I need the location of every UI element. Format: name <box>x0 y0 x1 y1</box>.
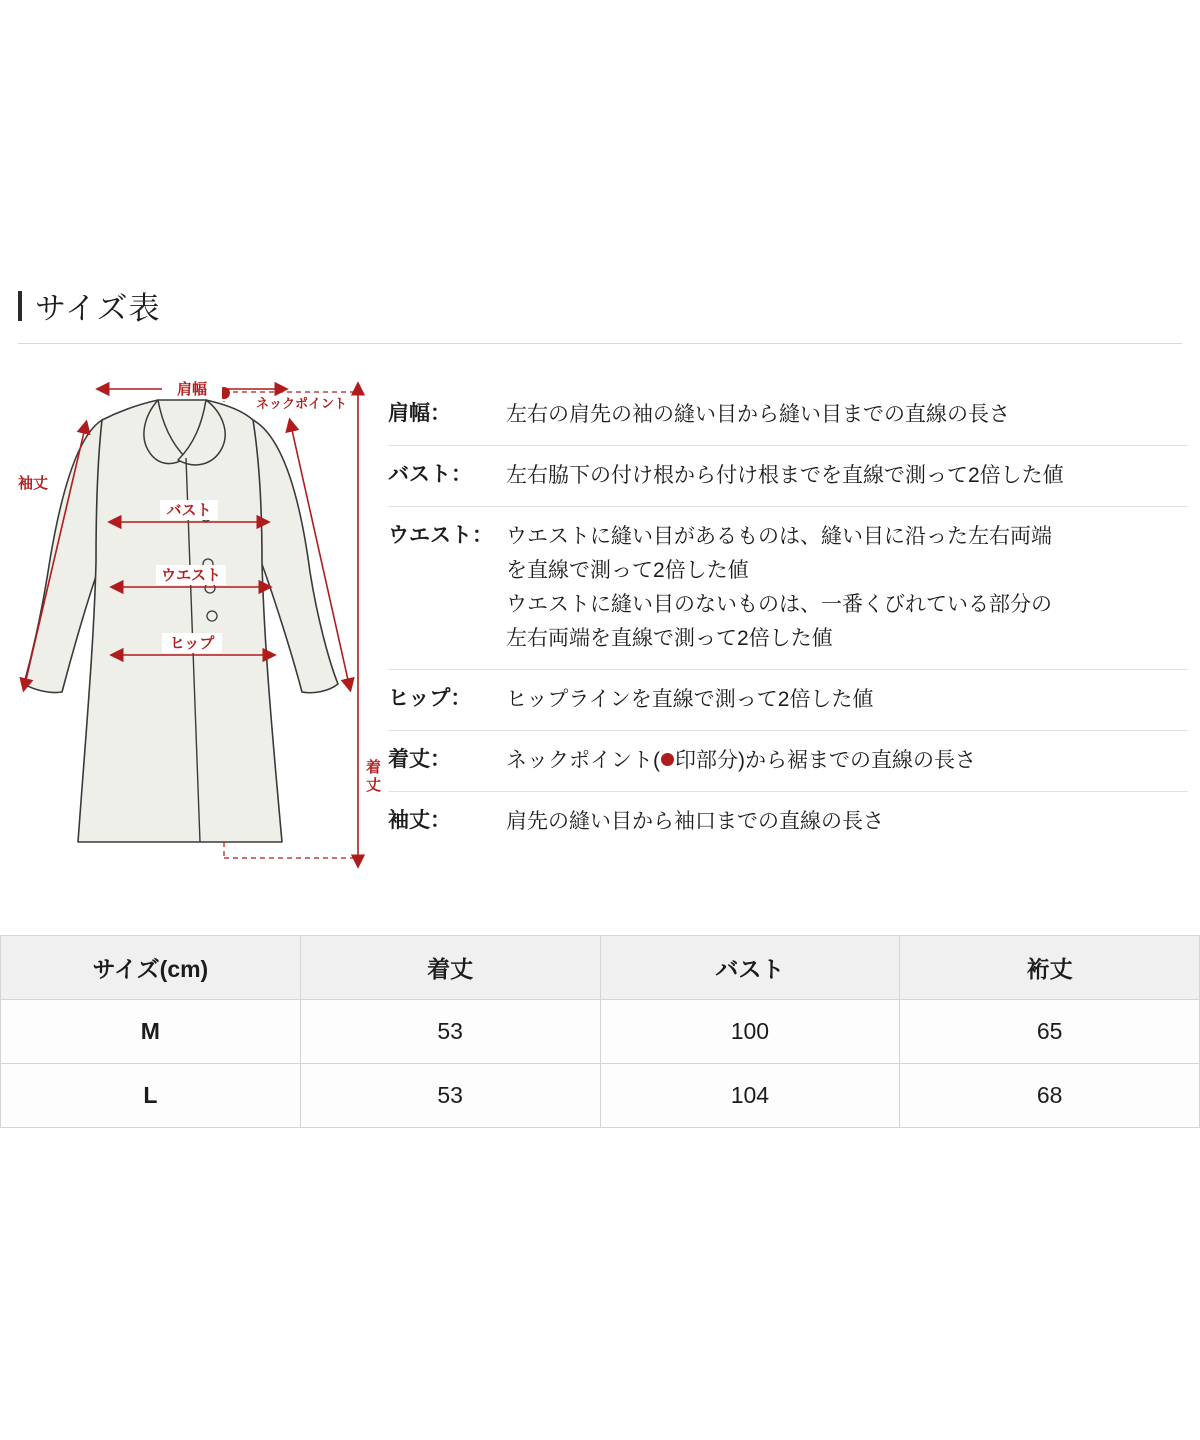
table-cell-bust: 104 <box>600 1064 900 1128</box>
table-cell-length: 53 <box>300 1000 600 1064</box>
table-header-cell: バスト <box>600 936 900 1000</box>
definition-line <box>506 744 1188 778</box>
table-cell-length: 53 <box>300 1064 600 1128</box>
label-sleeve: 袖丈 <box>18 475 49 492</box>
definition-line: 左右両端を直線で測って2倍した値 <box>506 627 833 651</box>
page-title-block <box>18 283 1182 328</box>
neck-point-dot-icon <box>661 753 674 766</box>
definition-description <box>506 459 1188 493</box>
definition-description <box>506 683 1188 717</box>
definition-term: 袖丈： <box>388 809 451 833</box>
definition-text-suffix: 印部分)から裾までの直線の長さ <box>675 749 976 773</box>
definition-line: ウエストに縫い目のないものは、一番くびれている部分の <box>506 593 1052 617</box>
definition-row-length <box>388 731 1188 792</box>
garment-measurement-diagram <box>10 372 385 902</box>
page-title <box>18 283 1182 328</box>
definition-line: 肩先の縫い目から袖口までの直線の長さ <box>506 810 884 834</box>
definition-term: 着丈： <box>388 748 451 772</box>
definition-term: バスト： <box>388 463 472 487</box>
label-hip: ヒップ <box>169 635 215 652</box>
table-row <box>1 1000 1200 1064</box>
table-cell-size: M <box>1 1000 301 1064</box>
table-header-cell: 裄丈 <box>900 936 1200 1000</box>
definition-row-sleeve <box>388 792 1188 852</box>
measurement-definitions <box>388 385 1188 852</box>
definition-description <box>506 805 1188 839</box>
definition-term: ウエスト： <box>388 524 493 548</box>
definition-term: ヒップ： <box>388 687 472 711</box>
table-header-cell: サイズ(cm) <box>1 936 301 1000</box>
definition-term: 肩幅： <box>388 402 451 425</box>
definition-line: を直線で測って2倍した値 <box>506 559 749 583</box>
definition-description <box>506 744 1188 778</box>
definition-line: ヒップラインを直線で測って2倍した値 <box>506 688 874 712</box>
page-title-text: サイズ表 <box>35 291 161 326</box>
definition-description <box>506 520 1188 656</box>
title-divider <box>18 343 1182 344</box>
table-header-row <box>1 936 1200 1000</box>
definition-line: 左右脇下の付け根から付け根までを直線で測って2倍した値 <box>506 464 1064 488</box>
label-neck-point: ネックポイント <box>256 396 348 411</box>
table-cell-sleeve: 68 <box>900 1064 1200 1128</box>
label-length-1: 着 <box>366 759 382 776</box>
table-cell-sleeve: 65 <box>900 1000 1200 1064</box>
definition-description <box>506 398 1188 432</box>
table-cell-size: L <box>1 1064 301 1128</box>
title-accent-bar <box>18 291 22 321</box>
definition-row-waist <box>388 507 1188 670</box>
definition-row-bust <box>388 446 1188 507</box>
label-bust: バスト <box>166 502 212 519</box>
label-length-2: 丈 <box>366 777 382 794</box>
label-waist: ウエスト <box>160 567 222 584</box>
table-header-cell: 着丈 <box>300 936 600 1000</box>
coat-illustration <box>24 400 338 842</box>
label-shoulder: 肩幅 <box>176 381 208 398</box>
table-cell-bust: 100 <box>600 1000 900 1064</box>
definition-line: ウエストに縫い目があるものは、縫い目に沿った左右両端 <box>506 525 1052 549</box>
table-row <box>1 1064 1200 1128</box>
definition-text-prefix: ネックポイント( <box>506 749 660 773</box>
definition-line: 左右の肩先の袖の縫い目から縫い目までの直線の長さ <box>506 403 1010 426</box>
size-table <box>0 935 1200 1128</box>
definition-row-hip <box>388 670 1188 731</box>
definition-row-shoulder <box>388 385 1188 446</box>
